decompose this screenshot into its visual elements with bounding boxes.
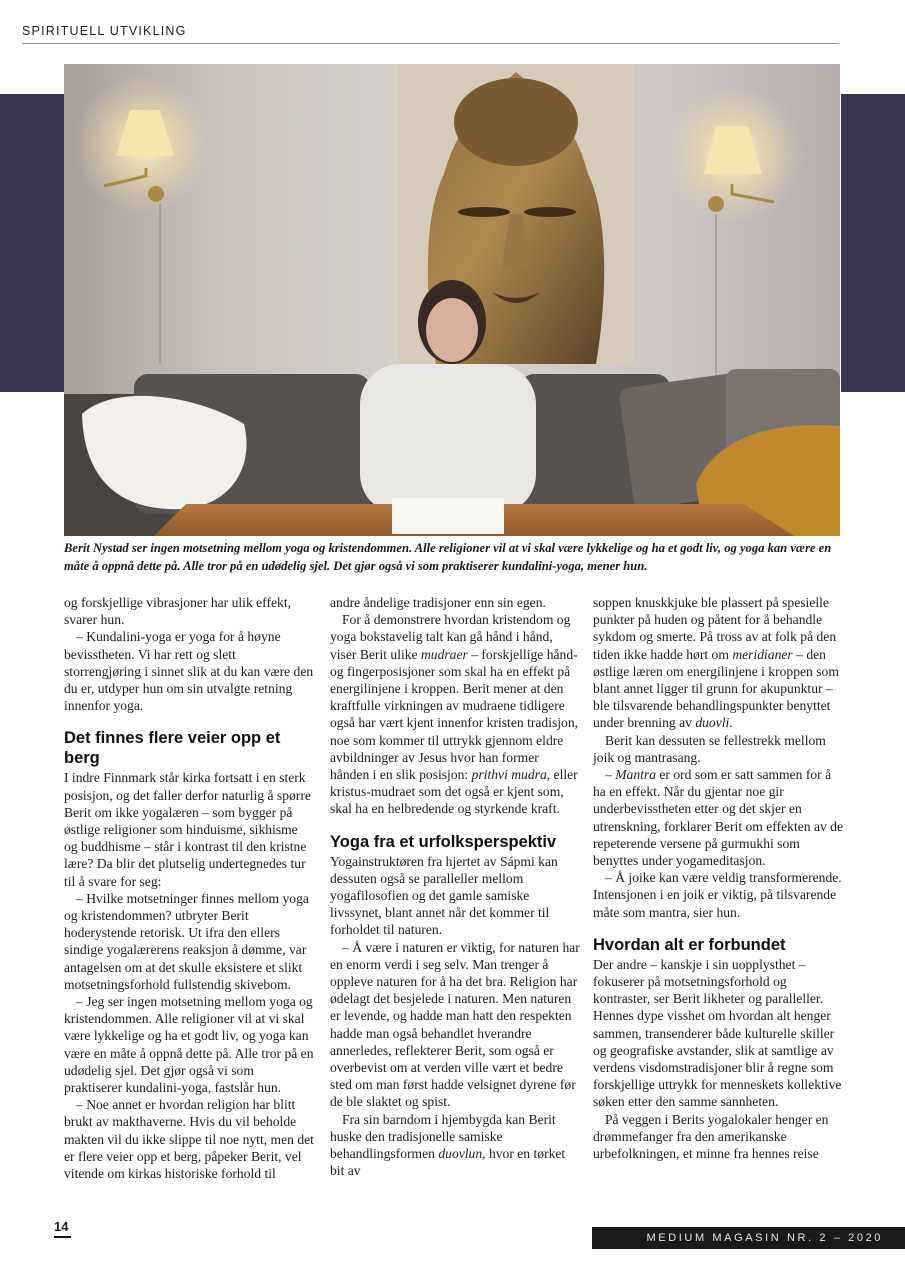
paragraph: – Jeg ser ingen motsetning mellom yoga og kristendommen. Alle religioner vil at vi skal være lykkelige og ha et godt liv, og yoga kan være en måte å oppnå dette på. Alle tror på en udødelig sjel. Det gjør også vi som praktiserer kundalini-yoga, fastslår hun. (64, 994, 314, 1096)
text-run: soppen knuskkjuke ble plassert på spesielle punkter på huden og påtent for å behandle sykdom og smerte. På tross av at folk på den tiden ikke hadde hørt om (593, 595, 837, 662)
paragraph: og forskjellige vibrasjoner har ulik effekt, svarer hun. (64, 595, 291, 628)
section-label: SPIRITUELL UTVIKLING (22, 24, 187, 38)
article-column-2 (330, 594, 580, 1180)
paragraph: – Hvilke motsetninger finnes mellom yoga og kristendommen? utbryter Berit hoderystende retorisk. Ut ifra den ellers sindige yogalærerens reaksjon å dømme, var antagelsen om at det skulle eksistere et slikt motsetningsforhold fullstendig skivebom. (64, 890, 309, 992)
magazine-footer: MEDIUM MAGASIN NR. 2 – 2020 (592, 1227, 905, 1249)
italic-term: duovlun (438, 1146, 483, 1162)
article-column-1 (64, 594, 314, 1182)
page-number: 14 (54, 1219, 69, 1234)
decorative-band-right (841, 94, 905, 392)
text-run: – (605, 767, 616, 783)
paragraph: – Å være i naturen er viktig, for naturen har en enorm verdi i seg selv. Man trenger å oppleve naturen for å ha det bra. Religion har ødelagt det besjelede i naturen. Men naturen er levende, og hadde man hatt den respekten hadde man også behandlet hverandre annerledes, reflekterer Berit, som også er overbevist om at verden ville vært et bedre sted om man først hadde velsignet dyrene før de ble slaktet og spist. (330, 939, 580, 1110)
paragraph (593, 594, 843, 732)
paragraph: I indre Finnmark står kirka fortsatt i en sterk posisjon, og det faller derfor naturlig å spørre Berit om ikke yogalæren – som bygger på østlige religioner som hinduisme, sikhisme og buddhisme – står i kontrast til den kristne lære? Da blir det plutselig undertegnedes tur til å svare for seg: (64, 770, 311, 889)
paragraph: På veggen i Berits yogalokaler henger en drømmefanger fra den amerikanske urbefolkningen, et minne fra hennes reise (593, 1111, 829, 1162)
italic-term: prithvi mudra (471, 767, 547, 783)
paragraph: – Noe annet er hvordan religion har blitt brukt av makthaverne. Hvis du vil beholde makten vil du ikke slippe til noe nytt, men det er flere veier opp et berg, påpeker Berit, vel vitende om kirkas historiske forhold til (64, 1097, 314, 1182)
italic-term: Mantra (615, 767, 656, 783)
header-rule (22, 43, 839, 44)
text-run: For å demonstrere hvordan kristendom og yoga bokstavelig talt kan gå hånd i hånd, viser Berit ulike (330, 612, 571, 662)
text-run: . (729, 715, 733, 731)
paragraph: – Kundalini-yoga er yoga for å høyne bevisstheten. Vi har rett og slett storrengjøring i sinnet slik at du kan være den du er, utdyper hun om sin utvalgte retning innenfor yoga. (64, 629, 314, 714)
paragraph: Yogainstruktøren fra hjertet av Sápmi kan dessuten også se paralleller mellom yogafilosofien og det gamle samiske livssynet, blant annet når det kommer til forholdet til naturen. (330, 853, 558, 938)
text-run: , eller kristus-mudraet som det også er kjent som, skal ha en helbredende og styrkende kraft. (330, 767, 578, 817)
paragraph (593, 766, 843, 869)
subheading: Hvordan alt er forbundet (593, 935, 786, 954)
text-run: – forskjellige hånd- og fingerposisjoner som skal ha en effekt på energilinjene i kroppen. Berit mener at den kraftfulle virkningen av mudraene tidligere også har vært kjent innenfor kristen tradisjon, noe som kommer til uttrykk gjennom eldre avbildninger av Jesus hvor han former hånden i en slik posisjon: (330, 646, 579, 783)
paragraph: Berit kan dessuten se fellestrekk mellom joik og mantrasang. (593, 732, 826, 765)
subheading: Yoga fra et urfolksperspektiv (330, 832, 557, 851)
feature-photo (64, 64, 840, 536)
photo-illustration (64, 64, 840, 536)
decorative-band-left (0, 94, 66, 392)
paragraph (330, 1111, 580, 1180)
subheading: Det finnes flere veier opp et berg (64, 729, 281, 768)
italic-term: duovli (695, 715, 730, 731)
page-number-underline (54, 1236, 71, 1238)
paragraph: Der andre – kanskje i sin uopplysthet – fokuserer på motsetningsforhold og kontraster, ser Berit likheter og paralleller. Hennes dype visshet om hvordan alt henger sammen, transenderer både kulturelle skiller og geografiske avstander, slik at samtlige av verdens visdomstradisjoner blir å regne som forskjellige uttrykk for menneskets kollektive søken etter den samme sannheten. (593, 956, 842, 1110)
italic-term: mudraer (420, 646, 468, 662)
text-run: – den østlige læren om energilinjene i kroppen som blant annet ligger til grunn for akupunktur – ble tilsvarende behandlingspunkter benyttet under brenning av (593, 646, 839, 731)
italic-term: meridianer (732, 646, 793, 662)
paragraph: andre åndelige tradisjoner enn sin egen. (330, 595, 546, 610)
text-run: , hvor en tørket bit av (330, 1146, 566, 1179)
text-run: er ord som er satt sammen for å ha en effekt. Når du gjentar noe gir underbevisstheten etter og det skjer en utrenskning, forklarer Berit om effekten av de repeterende versene på gurmukhi som benyttes under yogameditasjon. (593, 767, 844, 869)
article-column-3 (593, 594, 843, 1162)
paragraph: – Å joike kan være veldig transformerende. Intensjonen i en joik er viktig, på tilsvarende måte som mantra, sier hun. (593, 870, 842, 920)
text-run: Fra sin barndom i hjembygda kan Berit huske den tradisjonelle samiske behandlingsformen (330, 1111, 556, 1162)
photo-caption: Berit Nystad ser ingen motsetning mellom yoga og kristendommen. Alle religioner vil at vi skal være lykkelige og ha et godt liv, og yoga kan være en måte å oppnå dette på. Alle tror på en udødelig sjel. Det gjør også vi som praktiserer kundalini-yoga, mener hun. (64, 541, 832, 573)
paragraph (330, 611, 580, 817)
